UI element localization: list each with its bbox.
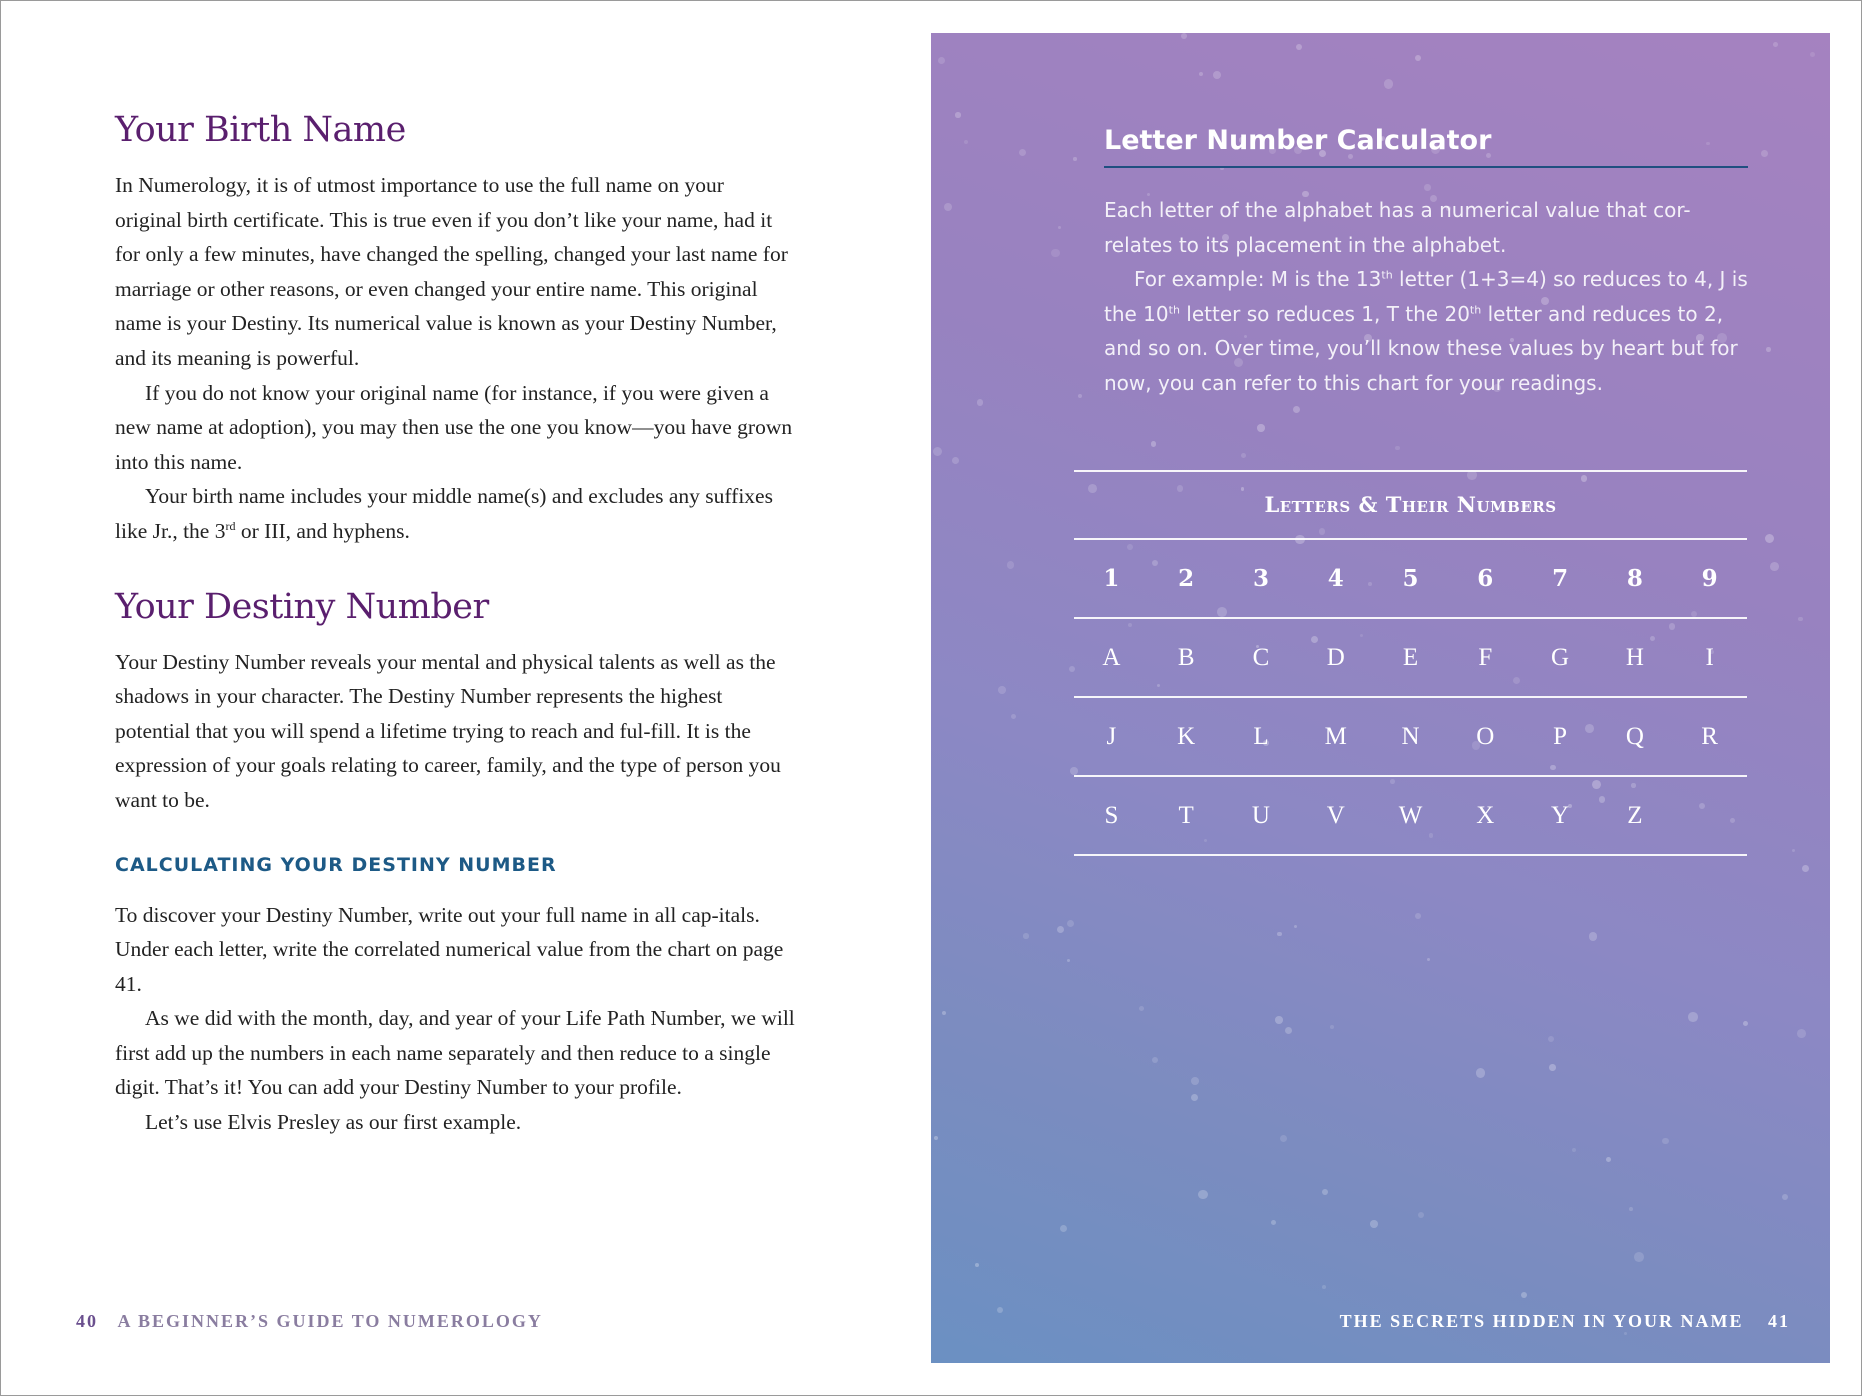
letter-cell: R	[1701, 722, 1718, 750]
number-cell: 4	[1327, 565, 1344, 592]
letter-cell: A	[1102, 643, 1121, 671]
star-speck	[934, 1136, 938, 1140]
page-number-left: 40	[76, 1311, 98, 1331]
birth-name-paragraph-3: Your birth name includes your middle name(s) and excludes any suffixes like Jr., the 3rd or III, and hyphens.	[115, 484, 773, 543]
number-cell: 5	[1402, 565, 1419, 592]
star-speck	[1294, 925, 1297, 928]
star-speck	[1181, 33, 1187, 39]
star-speck	[1330, 1025, 1334, 1029]
star-speck	[1589, 932, 1598, 941]
letter-cell: E	[1402, 643, 1419, 671]
footer-right	[1340, 1311, 1790, 1332]
star-speck	[1549, 1064, 1555, 1070]
star-speck	[1241, 453, 1246, 458]
letter-cell: H	[1625, 643, 1644, 671]
number-cell: 9	[1701, 565, 1718, 592]
letter-cell: W	[1398, 801, 1423, 829]
star-speck	[1572, 1148, 1576, 1152]
letter-row	[1074, 619, 1747, 696]
star-speck	[1634, 1252, 1644, 1262]
star-speck	[1019, 149, 1026, 156]
star-speck	[1418, 1212, 1424, 1218]
letter-cell: D	[1326, 643, 1345, 671]
subheading-calculating-destiny: CALCULATING YOUR DESTINY NUMBER	[115, 853, 557, 876]
star-speck	[964, 140, 968, 144]
star-speck	[1271, 1220, 1276, 1225]
star-speck	[997, 1307, 1003, 1313]
star-speck	[1199, 72, 1203, 76]
calculator-intro	[1104, 193, 1754, 400]
running-title-right: THE SECRETS HIDDEN IN YOUR NAME	[1339, 1311, 1744, 1331]
star-speck	[1067, 920, 1075, 928]
calc-paragraph-3: Let’s use Elvis Presley as our first example.	[145, 1110, 522, 1135]
right-page-panel	[931, 33, 1830, 1363]
star-speck	[933, 447, 943, 457]
birth-name-paragraph-2: If you do not know your original name (for instance, if you were given a new name at adoption), you may then use the one you know—you have grown into this name.	[115, 380, 793, 474]
letter-cell: T	[1178, 801, 1194, 829]
star-speck	[1662, 1138, 1669, 1145]
star-speck	[1548, 1036, 1554, 1042]
star-speck	[1802, 865, 1809, 872]
letter-cell: V	[1326, 801, 1345, 829]
heading-birth-name: Your Birth Name	[115, 110, 406, 150]
letter-number-table	[1074, 470, 1747, 856]
letter-cell: J	[1106, 722, 1117, 750]
star-speck	[955, 112, 960, 117]
destiny-paragraph-1: Your Destiny Number reveals your mental and physical talents as well as the shadows in your character. The Destiny Number represents the highest potential that you will spend a lifetime trying to reach and ful-fill. It is the expression of your goals relating to career, family, and the type of person you want to be.	[115, 649, 781, 812]
number-cell: 1	[1103, 565, 1120, 592]
letter-cell: U	[1251, 801, 1270, 829]
star-speck	[1743, 1021, 1749, 1027]
star-speck	[1782, 1194, 1788, 1200]
calculator-title: Letter Number Calculator	[1104, 125, 1748, 168]
footer-left	[76, 1311, 543, 1332]
star-speck	[1773, 42, 1778, 47]
star-speck	[1370, 1220, 1378, 1228]
star-speck	[1424, 184, 1430, 190]
star-speck	[1688, 1012, 1697, 1021]
star-speck	[977, 399, 983, 405]
letter-cell: B	[1177, 643, 1195, 671]
letter-cell: Y	[1551, 801, 1570, 829]
page-number-right: 41	[1768, 1311, 1790, 1331]
star-speck	[1151, 441, 1157, 447]
table-letter-rows	[1074, 619, 1747, 856]
star-speck	[1007, 561, 1014, 568]
star-speck	[1797, 1029, 1806, 1038]
star-speck	[1415, 55, 1421, 61]
star-speck	[952, 457, 959, 464]
number-cell: 6	[1477, 565, 1494, 592]
star-speck	[1293, 406, 1300, 413]
star-speck	[1606, 1157, 1611, 1162]
letter-cell: S	[1104, 801, 1119, 829]
star-speck	[1198, 1190, 1208, 1200]
star-speck	[1152, 1057, 1158, 1063]
calc-paragraph-1: To discover your Destiny Number, write out your full name in all cap-itals. Under each letter, write the correlated numerical value from the chart on page 41.	[115, 902, 784, 996]
star-speck	[1051, 249, 1060, 258]
star-speck	[1322, 1285, 1326, 1289]
left-page	[115, 110, 795, 1140]
star-speck	[1798, 617, 1802, 621]
calc-paragraph-2: As we did with the month, day, and year of your Life Path Number, we will first add up the numbers in each name separately and then reduce to a single digit. That’s it! You can add your Destiny Number to your profile.	[115, 1006, 795, 1100]
star-speck	[1766, 347, 1771, 352]
intro-paragraph-2: For example: M is the 13th letter (1+3=4) so reduces to 4, J is the 10th letter so reduces 1, T the 20th letter and reduces to 2, and so on. Over time, you’ll know these values by heart but for now, you can refer to this chart for your readings.	[1104, 267, 1748, 395]
table-number-row	[1074, 540, 1747, 617]
letter-cell: F	[1478, 643, 1493, 671]
star-speck	[1057, 926, 1064, 933]
star-speck	[1427, 958, 1430, 961]
star-speck	[998, 686, 1006, 694]
table-caption: Letters & Their Numbers	[1264, 492, 1557, 517]
star-speck	[1277, 932, 1282, 937]
letter-cell: C	[1252, 643, 1270, 671]
star-speck	[1415, 913, 1421, 919]
letter-cell: Q	[1625, 722, 1644, 750]
star-speck	[1476, 1068, 1485, 1077]
star-speck	[1792, 849, 1795, 852]
star-speck	[1395, 446, 1399, 450]
star-speck	[944, 203, 952, 211]
star-speck	[1060, 1225, 1067, 1232]
star-speck	[1285, 1027, 1292, 1034]
star-speck	[1067, 959, 1070, 962]
star-speck	[1011, 714, 1017, 720]
letter-cell: N	[1401, 722, 1420, 750]
star-speck	[1629, 1207, 1633, 1211]
number-cell: 2	[1178, 565, 1195, 592]
star-speck	[1322, 1189, 1329, 1196]
letter-cell: O	[1476, 722, 1495, 750]
star-speck	[1058, 226, 1062, 230]
letter-row	[1074, 698, 1747, 775]
birth-name-paragraph-1: In Numerology, it is of utmost importance to use the full name on your original birth certificate. This is true even if you don’t like your name, had it for only a few minutes, have changed the spelling, changed your last name for marriage or other reasons, or even changed your entire name. This original name is your Destiny. Its numerical value is known as your Destiny Number, and its meaning is powerful.	[115, 173, 788, 370]
table-rule	[1074, 854, 1747, 856]
star-speck	[1296, 44, 1302, 50]
star-speck	[938, 57, 946, 65]
letter-row	[1074, 777, 1747, 854]
star-speck	[1191, 1094, 1198, 1101]
letter-cell: P	[1553, 722, 1568, 750]
number-cell: 3	[1252, 565, 1269, 592]
star-speck	[1139, 1006, 1144, 1011]
star-speck	[1275, 1016, 1283, 1024]
number-cell: 7	[1552, 565, 1569, 592]
star-speck	[1073, 157, 1076, 160]
star-speck	[1257, 424, 1264, 431]
heading-destiny-number: Your Destiny Number	[115, 586, 489, 627]
letter-cell: M	[1324, 722, 1347, 750]
star-speck	[1521, 1292, 1527, 1298]
letter-cell: I	[1705, 643, 1714, 671]
star-speck	[1810, 52, 1815, 57]
star-speck	[1023, 933, 1028, 938]
star-speck	[1191, 1077, 1199, 1085]
star-speck	[1213, 71, 1221, 79]
letter-cell: G	[1551, 643, 1570, 671]
star-speck	[975, 1263, 979, 1267]
letter-cell: X	[1476, 801, 1495, 829]
star-speck	[1624, 1332, 1627, 1335]
running-title-left: A BEGINNER’S GUIDE TO NUMEROLOGY	[117, 1311, 543, 1331]
star-speck	[942, 1011, 946, 1015]
letter-cell: L	[1253, 722, 1269, 750]
star-speck	[1770, 562, 1779, 571]
intro-paragraph-1: Each letter of the alphabet has a numerical value that cor-relates to its placement in the alphabet.	[1104, 198, 1691, 257]
letter-cell: Z	[1627, 801, 1643, 829]
star-speck	[1280, 1135, 1287, 1142]
star-speck	[1765, 534, 1774, 543]
star-speck	[1078, 394, 1082, 398]
number-cell: 8	[1626, 565, 1643, 592]
star-speck	[1384, 79, 1394, 89]
letter-cell: K	[1177, 722, 1196, 750]
star-speck	[1761, 150, 1768, 157]
